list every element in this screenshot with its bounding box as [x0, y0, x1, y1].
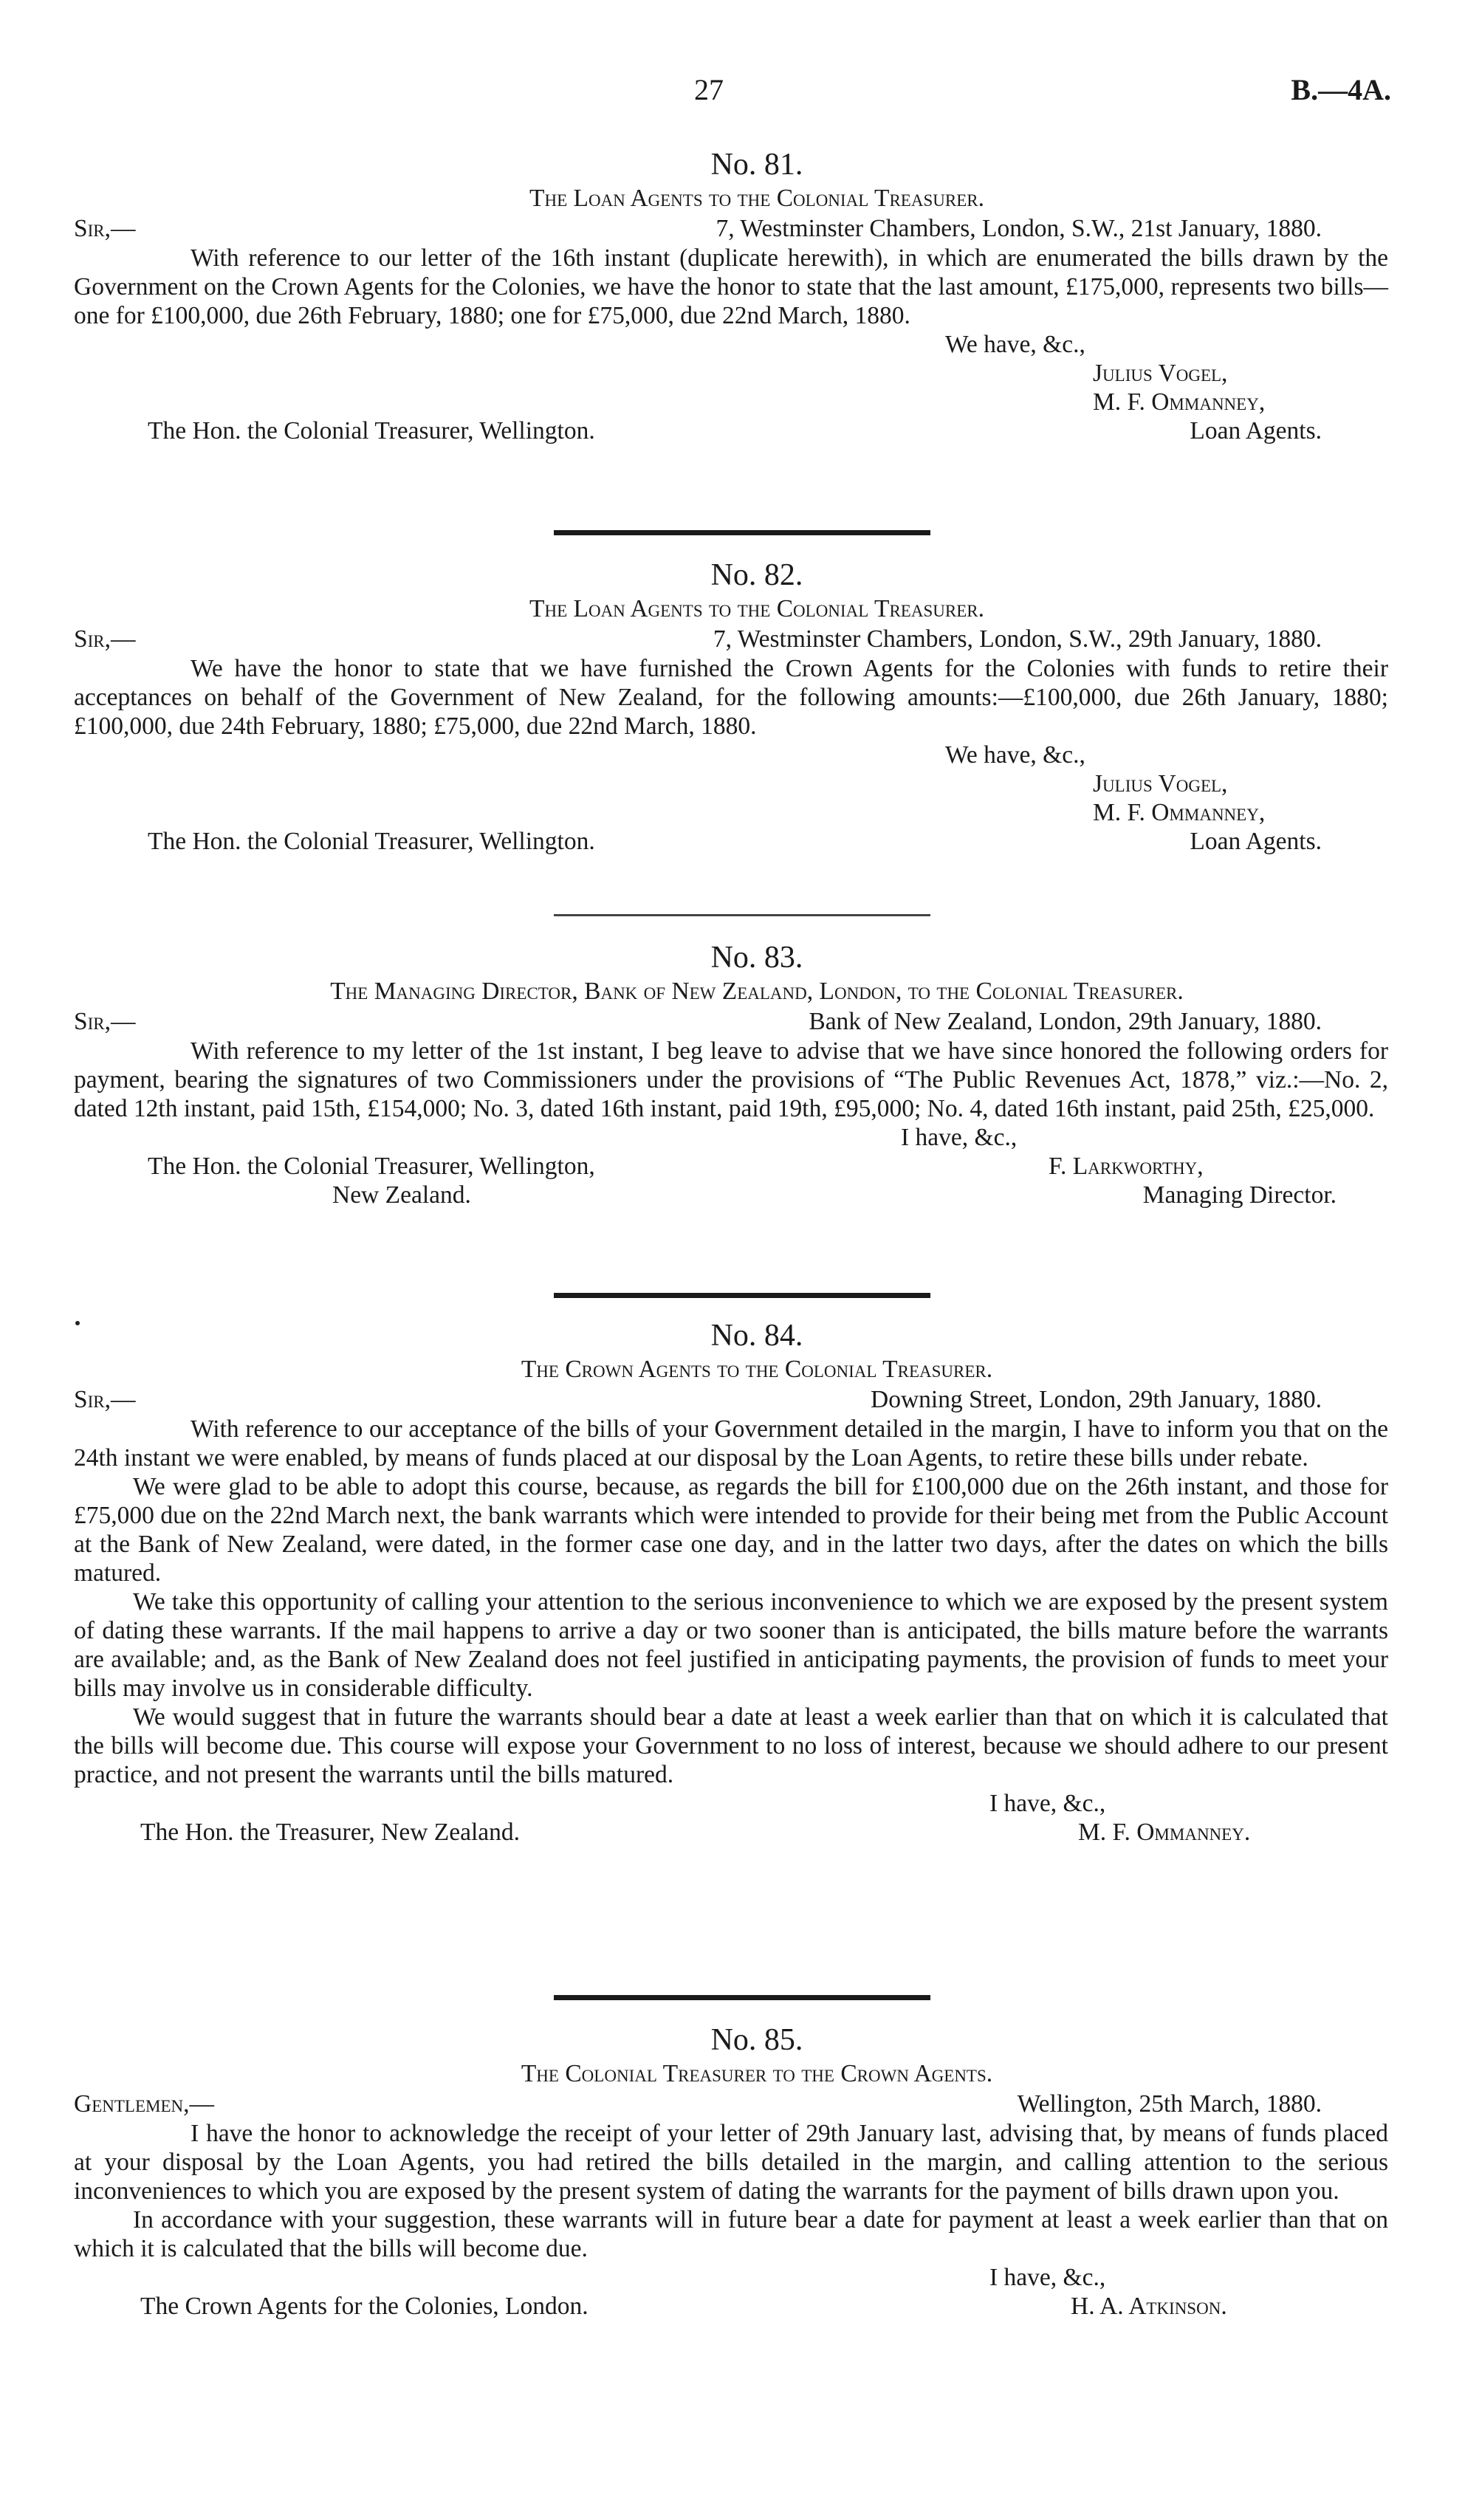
salutation: Sir,— — [74, 1386, 136, 1413]
salutation: Sir,— — [74, 1008, 136, 1035]
closing: We have, &c., — [945, 331, 1085, 358]
page-number: 27 — [694, 73, 724, 106]
signatory: Julius Vogel, — [1093, 770, 1228, 797]
section-divider — [554, 1995, 930, 2000]
salutation: Gentlemen,— — [74, 2090, 214, 2118]
letter-heading: The Managing Director, Bank of New Zealand, London, to the Colonial Treasurer. — [330, 978, 1184, 1005]
body-paragraph: We have the honor to state that we have furnished the Crown Agents for the Colonies with funds to retire their acceptances on behalf of the Government of New Zealand, for the following amounts:—£100,000, due 26th January, 1880; £100,000, due 24th February, 1880; £75,000, due 22nd March, 1880. — [74, 655, 1388, 740]
sender-address: Downing Street, London, 29th January, 1880. — [871, 1386, 1322, 1413]
body-paragraph: We would suggest that in future the warrants should bear a date at least a week earlier than that on which it is calculated that the bills will become due. This course will expose your Government to no loss of interest, because we should adhere to our present practice, and not present the warrants until the bills matured. — [74, 1703, 1388, 1788]
signatory: H. A. Atkinson. — [1071, 2293, 1227, 2320]
section-divider — [554, 1293, 930, 1298]
body-paragraph: With reference to our acceptance of the bills of your Government detailed in the margin, I have to inform you that on the 24th instant we were enabled, by means of funds placed at our disposal by the Loan Agents, to retire these bills under rebate. — [74, 1415, 1388, 1472]
recipient-line-2: New Zealand. — [332, 1181, 471, 1209]
sender-address: 7, Westminster Chambers, London, S.W., 29th January, 1880. — [713, 625, 1322, 653]
document-reference: B.—4A. — [1291, 73, 1391, 106]
body-paragraph: We were glad to be able to adopt this course, because, as regards the bill for £100,000 due on the 26th instant, and those for £75,000 due on the 22nd March next, the bank warrants which were intended to provide for their being met from the Public Account at the Bank of New Zealand, were dated, in the former case one day, and in the latter two days, after the dates on which the bills matured. — [74, 1473, 1388, 1587]
signatory: F. Larkworthy, — [1049, 1153, 1204, 1180]
body-paragraph: I have the honor to acknowledge the receipt of your letter of 29th January last, advising that, by means of funds placed at your disposal by the Loan Agents, you had retired the bills detailed in the margin, and calling attention to the serious inconveniences to which you are exposed by the present system of dating the warrants for the payment of bills drawn upon you. — [74, 2120, 1388, 2205]
recipient: The Crown Agents for the Colonies, London. — [140, 2293, 589, 2320]
letter-85 — [74, 2022, 1388, 2322]
body-paragraph: We take this opportunity of calling your attention to the serious inconvenience to which we are exposed by the present system of dating these warrants. If the mail happens to arrive a day or two sooner than is anticipated, the bills mature before the warrants are available; and, as the Bank of New Zealand does not feel justified in anticipating payments, the provision of funds to meet your bills may involve us in considerable difficulty. — [74, 1588, 1388, 1702]
letter-heading: The Loan Agents to the Colonial Treasurer. — [529, 185, 984, 212]
signatory: M. F. Ommanney. — [1078, 1819, 1251, 1846]
letter-heading: The Loan Agents to the Colonial Treasurer. — [529, 595, 984, 622]
letter-number: No. 81. — [710, 148, 803, 182]
letter-84 — [74, 1317, 1388, 1848]
signatory: Julius Vogel, — [1093, 360, 1228, 387]
letter-heading: The Crown Agents to the Colonial Treasurer. — [521, 1356, 993, 1383]
letter-number: No. 82. — [710, 558, 803, 592]
body-paragraph: With reference to my letter of the 1st instant, I beg leave to advise that we have since honored the following orders for payment, bearing the signatures of two Commissioners under the provisions of “The Public Revenues Act, 1878,” viz.:—No. 2, dated 12th instant, paid 15th, £154,000; No. 3, dated 16th instant, paid 19th, £95,000; No. 4, dated 16th instant, paid 25th, £25,000. — [74, 1037, 1388, 1122]
signatory-role: Loan Agents. — [1190, 417, 1322, 444]
closing: I have, &c., — [901, 1124, 1018, 1151]
recipient: The Hon. the Colonial Treasurer, Wellington, — [148, 1153, 595, 1180]
letter-heading: The Colonial Treasurer to the Crown Agents. — [521, 2060, 993, 2087]
letter-number: No. 84. — [710, 1319, 803, 1353]
letter-number: No. 83. — [710, 941, 803, 975]
sender-address: 7, Westminster Chambers, London, S.W., 21st January, 1880. — [716, 215, 1322, 242]
recipient: The Hon. the Colonial Treasurer, Wellington. — [148, 417, 595, 444]
signatory-role: Managing Director. — [1142, 1181, 1337, 1209]
salutation: Sir,— — [74, 625, 136, 653]
body-paragraph: In accordance with your suggestion, these warrants will in future bear a date for payment at least a week earlier than that on which it is calculated that the bills will become due. — [74, 2206, 1388, 2262]
letter-81 — [74, 146, 1388, 448]
signatory: M. F. Ommanney, — [1093, 388, 1266, 416]
sender-address: Wellington, 25th March, 1880. — [1017, 2090, 1322, 2118]
section-divider — [554, 530, 930, 535]
closing: We have, &c., — [945, 741, 1085, 769]
body-paragraph: With reference to our letter of the 16th instant (duplicate herewith), in which are enumerated the bills drawn by the Government on the Crown Agents for the Colonies, we have the honor to state that the last amount, £175,000, represents two bills—one for £100,000, due 26th February, 1880; one for £75,000, due 22nd March, 1880. — [74, 244, 1388, 329]
salutation: Sir,— — [74, 215, 136, 242]
signatory-role: Loan Agents. — [1190, 828, 1322, 855]
section-divider — [554, 914, 930, 916]
closing: I have, &c., — [989, 2264, 1106, 2291]
recipient: The Hon. the Treasurer, New Zealand. — [140, 1819, 521, 1846]
page-header — [0, 72, 1465, 117]
sender-address: Bank of New Zealand, London, 29th January, 1880. — [809, 1008, 1322, 1035]
recipient: The Hon. the Colonial Treasurer, Wellington. — [148, 828, 595, 855]
letter-83 — [74, 939, 1388, 1212]
letter-82 — [74, 557, 1388, 859]
closing: I have, &c., — [989, 1790, 1106, 1817]
signatory: M. F. Ommanney, — [1093, 799, 1266, 826]
letter-number: No. 85. — [710, 2023, 803, 2057]
